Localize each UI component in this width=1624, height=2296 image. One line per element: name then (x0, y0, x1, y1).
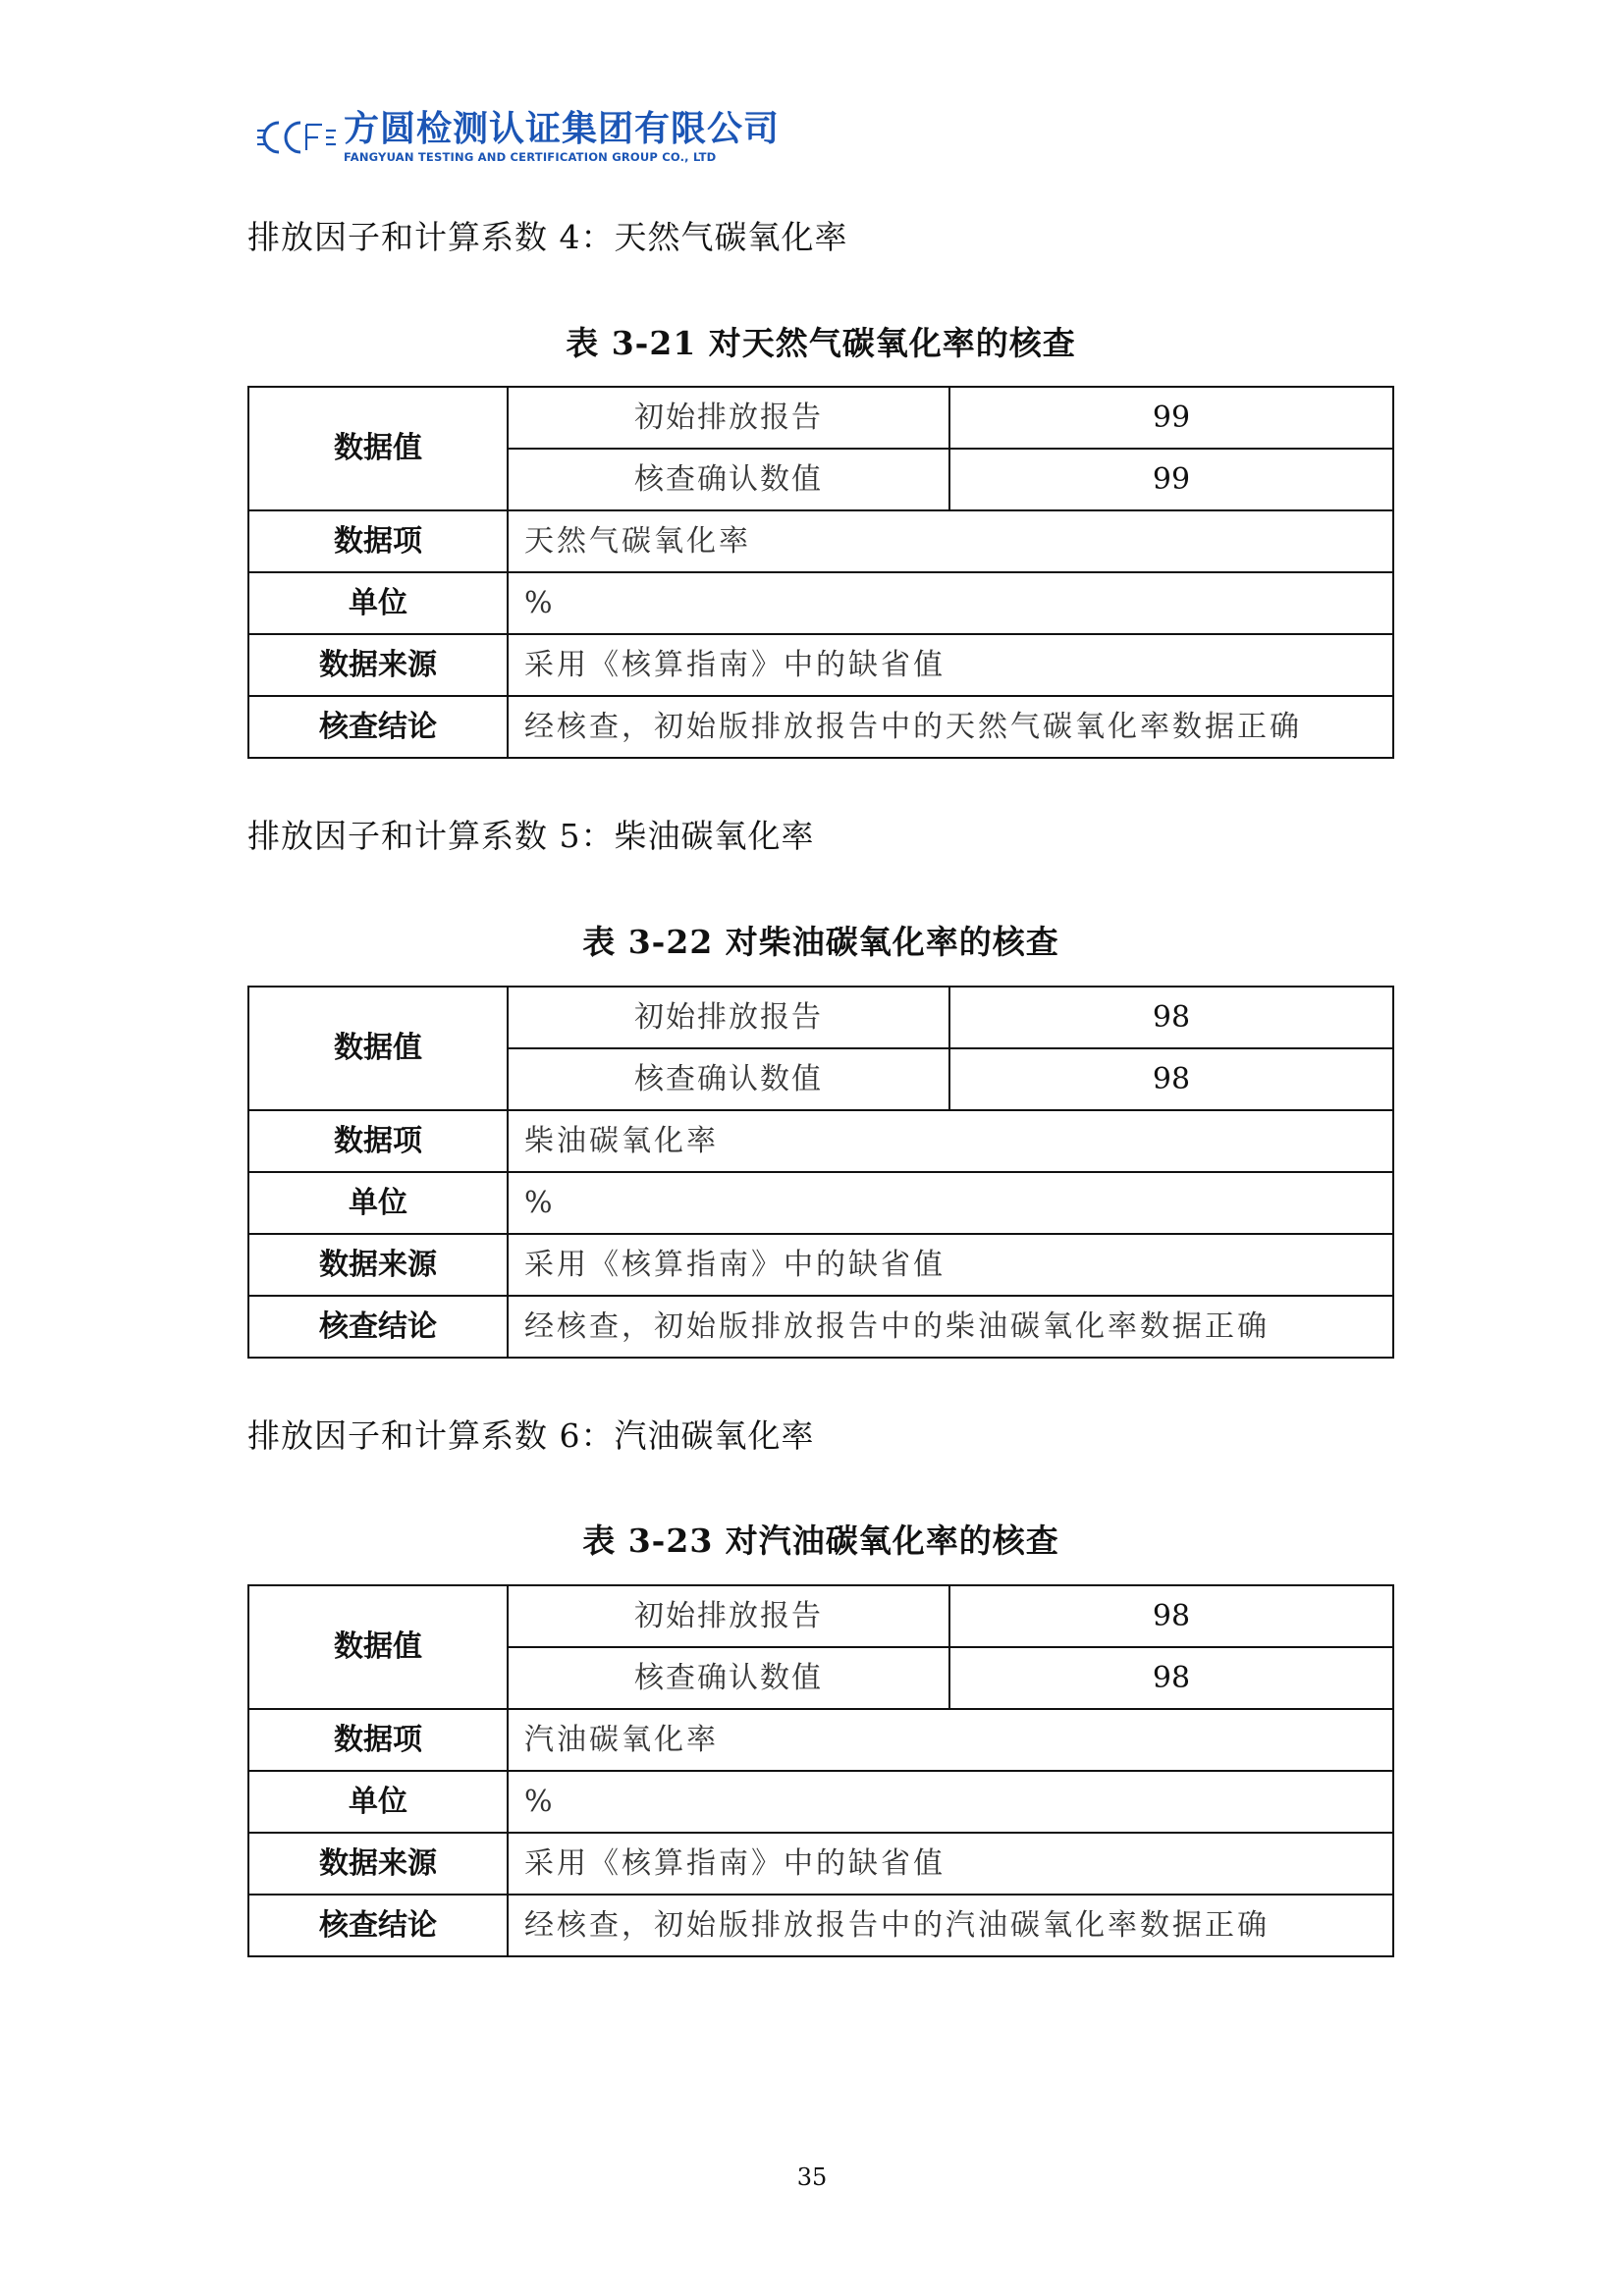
header-logo (257, 106, 780, 169)
unit-value: % (508, 572, 1393, 634)
initial-report-value: 99 (949, 387, 1393, 449)
table-row (248, 387, 1393, 449)
table-row (248, 1709, 1393, 1771)
table-row (248, 1771, 1393, 1833)
check-table-3-23 (247, 1584, 1394, 1957)
source-value: 采用《核算指南》中的缺省值 (508, 1833, 1393, 1895)
item-label: 数据项 (248, 1709, 508, 1771)
unit-value: % (508, 1771, 1393, 1833)
unit-label: 单位 (248, 1771, 508, 1833)
conclusion-value: 经核查，初始版排放报告中的汽油碳氧化率数据正确 (508, 1895, 1393, 1956)
source-label: 数据来源 (248, 634, 508, 696)
table-row (248, 1833, 1393, 1895)
verified-label: 核查确认数值 (508, 449, 949, 510)
source-label: 数据来源 (248, 1833, 508, 1895)
section-heading-6: 排放因子和计算系数 6：汽油碳氧化率 (247, 1416, 815, 1455)
data-value-label: 数据值 (248, 387, 508, 510)
source-label: 数据来源 (248, 1234, 508, 1296)
item-value: 汽油碳氧化率 (508, 1709, 1393, 1771)
section-heading-4: 排放因子和计算系数 4：天然气碳氧化率 (247, 218, 848, 256)
conclusion-label: 核查结论 (248, 1296, 508, 1358)
table-caption-3-21: 表 3-21 对天然气碳氧化率的核查 (566, 324, 1076, 362)
item-label: 数据项 (248, 510, 508, 572)
check-table-3-21 (247, 386, 1394, 759)
table-row (248, 1585, 1393, 1647)
item-label: 数据项 (248, 1110, 508, 1172)
initial-report-value: 98 (949, 987, 1393, 1048)
conclusion-label: 核查结论 (248, 1895, 508, 1956)
verified-value: 99 (949, 449, 1393, 510)
section-heading-5: 排放因子和计算系数 5：柴油碳氧化率 (247, 817, 815, 855)
table-caption-3-22: 表 3-22 对柴油碳氧化率的核查 (582, 923, 1059, 961)
unit-label: 单位 (248, 572, 508, 634)
data-value-label: 数据值 (248, 1585, 508, 1709)
verified-label: 核查确认数值 (508, 1647, 949, 1709)
table-row (248, 1296, 1393, 1358)
company-name: 方圆检测认证集团有限公司 (344, 109, 781, 149)
conclusion-value: 经核查，初始版排放报告中的柴油碳氧化率数据正确 (508, 1296, 1393, 1358)
initial-report-value: 98 (949, 1585, 1393, 1647)
page-number: 35 (796, 2163, 828, 2191)
unit-value: % (508, 1172, 1393, 1234)
verified-value: 98 (949, 1048, 1393, 1110)
logo-text (344, 111, 780, 164)
table-caption-3-23: 表 3-23 对汽油碳氧化率的核查 (582, 1522, 1059, 1560)
table-row (248, 696, 1393, 758)
unit-label: 单位 (248, 1172, 508, 1234)
verified-value: 98 (949, 1647, 1393, 1709)
conclusion-label: 核查结论 (248, 696, 508, 758)
table-row (248, 1895, 1393, 1956)
item-value: 柴油碳氧化率 (508, 1110, 1393, 1172)
verified-label: 核查确认数值 (508, 1048, 949, 1110)
table-row (248, 510, 1393, 572)
company-logo-icon (257, 115, 338, 160)
table-row (248, 1172, 1393, 1234)
initial-report-label: 初始排放报告 (508, 387, 949, 449)
check-table-3-22 (247, 986, 1394, 1359)
initial-report-label: 初始排放报告 (508, 1585, 949, 1647)
table-row (248, 987, 1393, 1048)
company-name-en: FANGYUAN TESTING AND CERTIFICATION GROUP CO., LTD (344, 150, 717, 164)
conclusion-value: 经核查，初始版排放报告中的天然气碳氧化率数据正确 (508, 696, 1393, 758)
source-value: 采用《核算指南》中的缺省值 (508, 634, 1393, 696)
initial-report-label: 初始排放报告 (508, 987, 949, 1048)
data-value-label: 数据值 (248, 987, 508, 1110)
table-row (248, 1110, 1393, 1172)
table-row (248, 572, 1393, 634)
table-row (248, 1234, 1393, 1296)
table-row (248, 634, 1393, 696)
source-value: 采用《核算指南》中的缺省值 (508, 1234, 1393, 1296)
item-value: 天然气碳氧化率 (508, 510, 1393, 572)
